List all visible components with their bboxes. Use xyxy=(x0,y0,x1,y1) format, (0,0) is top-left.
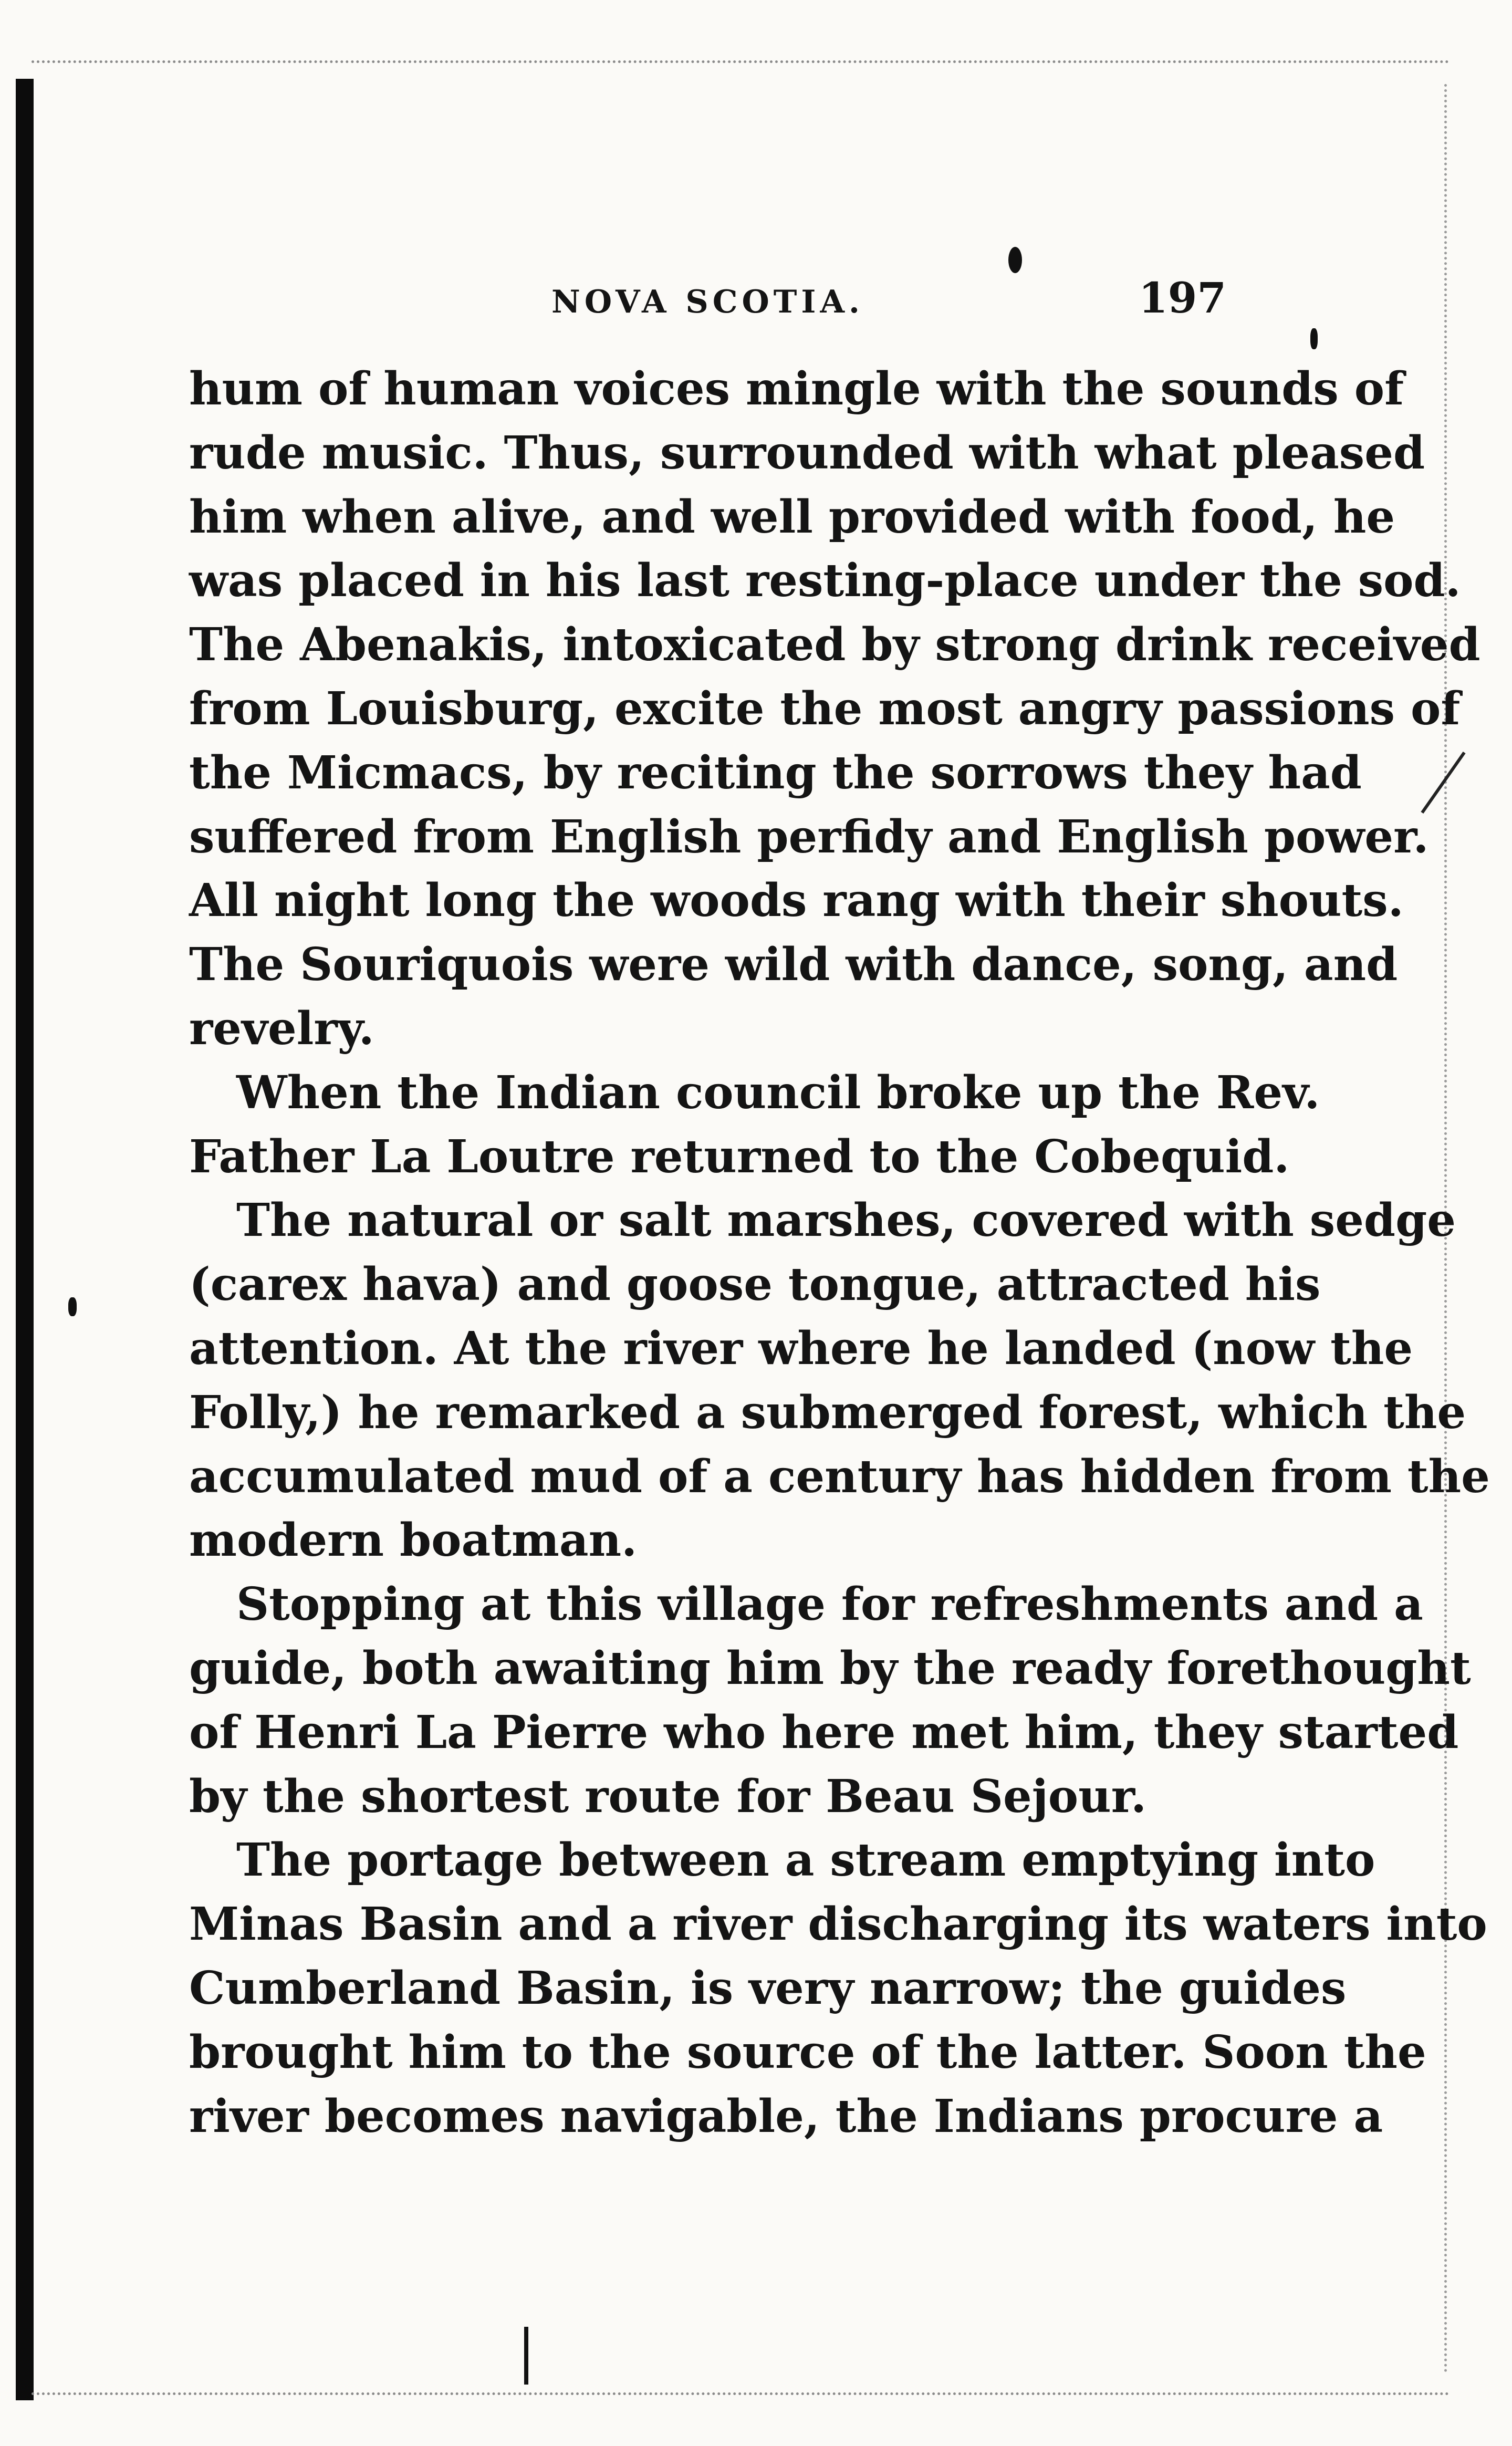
page-edge-top xyxy=(32,60,1450,63)
text-line: modern boatman. xyxy=(189,1514,638,1567)
text-line: river becomes navigable, the Indians procure a xyxy=(189,2089,1383,2143)
text-line: was placed in his last resting-place under the sod. xyxy=(189,554,1461,608)
text-line: Father La Loutre returned to the Cobequid. xyxy=(189,1130,1290,1183)
paragraph-start: The portage between a stream emptying into xyxy=(236,1834,1375,1887)
paragraph-start: Stopping at this village for refreshments and a xyxy=(236,1578,1423,1631)
text-line: attention. At the river where he landed (now the xyxy=(189,1321,1413,1375)
text-line: suffered from English perfidy and English power. xyxy=(189,810,1429,863)
text-line: Cumberland Basin, is very narrow; the guides xyxy=(189,1961,1347,2015)
text-line: Folly,) he remarked a submerged forest, which the xyxy=(189,1386,1466,1439)
text-line: brought him to the source of the latter. Soon the xyxy=(189,2025,1426,2079)
ink-speck xyxy=(68,1297,77,1316)
rule-mark xyxy=(524,2327,528,2385)
text-line: The Abenakis, intoxicated by strong drink received xyxy=(189,618,1480,672)
running-title: NOVA SCOTIA. xyxy=(551,284,864,320)
text-line: by the shortest route for Beau Sejour. xyxy=(189,1770,1147,1823)
text-line: the Micmacs, by reciting the sorrows they had xyxy=(189,746,1362,799)
text-line: All night long the woods rang with their shouts. xyxy=(189,874,1404,928)
text-line: guide, both awaiting him by the ready forethought xyxy=(189,1641,1471,1695)
text-line: The Souriquois were wild with dance, song, and xyxy=(189,938,1398,992)
paragraph-start: The natural or salt marshes, covered with sedge xyxy=(236,1194,1456,1247)
ink-speck xyxy=(1008,247,1022,273)
running-header xyxy=(0,273,1512,336)
pencil-mark xyxy=(1421,752,1465,814)
text-line: revelry. xyxy=(189,1002,374,1055)
text-line: of Henri La Pierre who here met him, they started xyxy=(189,1705,1459,1759)
body-text xyxy=(189,357,1490,2148)
text-line: Minas Basin and a river discharging its waters into xyxy=(189,1898,1487,1951)
paragraph-start: When the Indian council broke up the Rev. xyxy=(236,1066,1320,1119)
binding-shadow xyxy=(16,79,34,2400)
text-line: from Louisburg, excite the most angry passions of xyxy=(189,682,1461,735)
text-line: accumulated mud of a century has hidden from the xyxy=(189,1450,1490,1503)
text-line: hum of human voices mingle with the sounds of xyxy=(189,362,1404,415)
text-line: rude music. Thus, surrounded with what pleased xyxy=(189,426,1425,480)
text-line: him when alive, and well provided with food, he xyxy=(189,490,1395,544)
page-edge-bottom xyxy=(32,2392,1450,2395)
text-line: (carex hava) and goose tongue, attracted his xyxy=(189,1258,1321,1312)
page-number: 197 xyxy=(1139,273,1226,322)
